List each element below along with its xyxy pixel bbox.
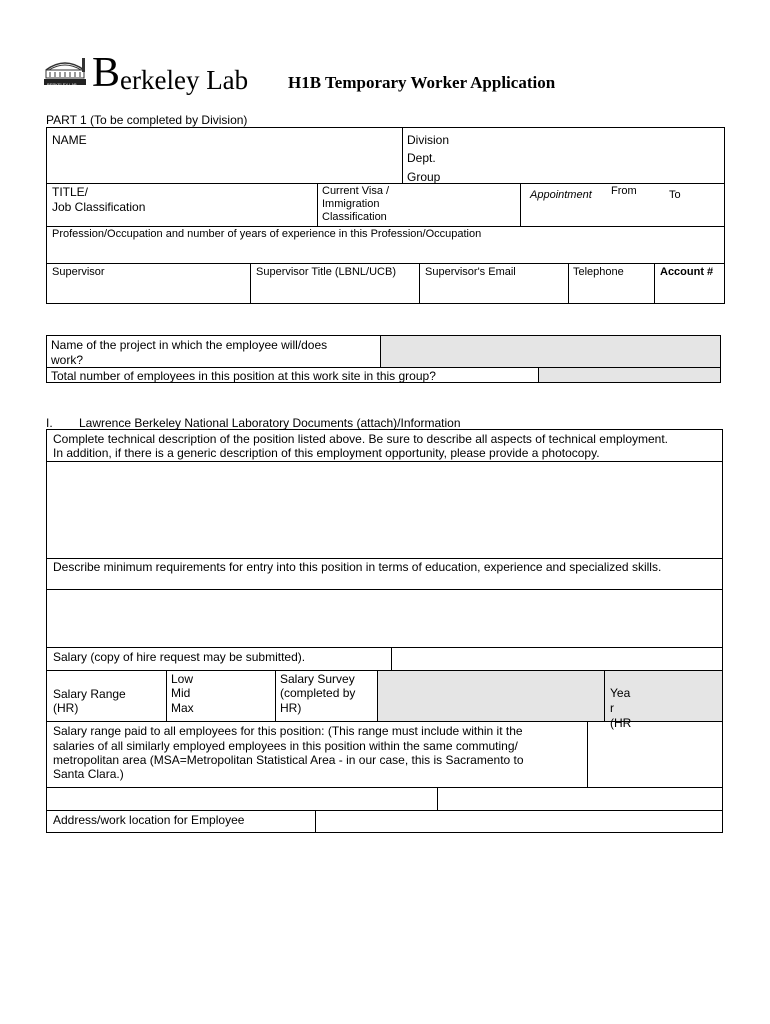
part1-col-divider (250, 263, 251, 304)
salary-paid-label-2: salaries of all similarly employed employees in this position within the same commuting/ (53, 739, 518, 753)
telephone-field[interactable] (570, 282, 652, 302)
logo-big-letter: B (92, 50, 121, 96)
part1-row-divider (46, 183, 725, 184)
part1-col-divider (568, 263, 569, 304)
name-field[interactable] (48, 150, 400, 180)
section1-row-divider (46, 558, 723, 559)
supervisor-email-field[interactable] (421, 282, 566, 302)
profession-field[interactable] (48, 243, 723, 262)
account-label: Account # (660, 266, 714, 278)
salary-copy-field[interactable] (393, 649, 721, 669)
visa-label-2: Immigration (322, 198, 380, 210)
job-classification-label: Job Classification (52, 200, 146, 214)
salary-survey-field[interactable] (380, 673, 602, 719)
year-label-2: r (610, 701, 614, 715)
salary-survey-label-3: HR) (280, 701, 302, 715)
division-label: Division (407, 133, 450, 147)
blank-row-col-divider (437, 787, 438, 810)
salary-range-hr-label: (HR) (53, 701, 79, 715)
blank-row-field-right[interactable] (439, 789, 721, 809)
tech-description-label: Complete technical description of the position listed above. Be sure to describe all aspects of technical employment. (53, 432, 668, 446)
to-label: To (669, 189, 681, 201)
tech-description-field[interactable] (48, 463, 721, 556)
project-name-label: Name of the project in which the employee will/does (51, 338, 328, 352)
supervisor-label: Supervisor (52, 266, 105, 278)
part1-row-divider (46, 263, 725, 264)
telephone-label: Telephone (573, 266, 624, 278)
salary-copy-label: Salary (copy of hire request may be submitted). (53, 650, 306, 664)
tech-description-label-2: In addition, if there is a generic description of this employment opportunity, please provide a photocopy. (53, 446, 600, 460)
year-label-3: (HR (610, 716, 632, 730)
salary-col-divider (391, 647, 392, 670)
group-label: Group (407, 170, 441, 184)
dept-field[interactable] (460, 148, 722, 164)
salary-range-col-divider (604, 670, 605, 721)
job-title-field[interactable] (160, 186, 315, 224)
salary-range-label: Salary Range (53, 687, 126, 701)
account-field[interactable] (656, 282, 723, 302)
address-col-divider (315, 810, 316, 833)
salary-mid-field[interactable] (200, 686, 273, 701)
appointment-from-field[interactable] (600, 202, 658, 224)
part1-row-divider (46, 226, 725, 227)
employees-count-field[interactable] (540, 368, 719, 382)
salary-survey-label: Salary Survey (280, 672, 355, 686)
employees-count-label: Total number of employees in this position at this work site in this group? (51, 369, 436, 383)
section1-row-divider (46, 589, 723, 590)
profession-label: Profession/Occupation and number of years of experience in this Profession/Occupation (52, 228, 482, 240)
salary-range-col-divider (275, 670, 276, 721)
logo-wordmark: erkeley Lab (120, 65, 249, 95)
project-name-label-2: work? (51, 353, 84, 367)
supervisor-field[interactable] (48, 282, 248, 302)
visa-label: Current Visa / (322, 185, 390, 197)
section1-row-divider (46, 787, 723, 788)
salary-paid-label-4: Santa Clara.) (53, 767, 124, 781)
salary-range-col-divider (377, 670, 378, 721)
lab-logo (42, 54, 94, 94)
salary-low-field[interactable] (200, 671, 273, 686)
salary-paid-field[interactable] (589, 723, 721, 785)
salary-paid-col-divider (587, 721, 588, 787)
salary-paid-label-3: metropolitan area (MSA=Metropolitan Statistical Area - in our case, this is Sacramento to (53, 753, 524, 767)
from-label: From (611, 185, 637, 197)
division-field[interactable] (460, 130, 722, 146)
name-label: NAME (52, 133, 87, 147)
appointment-label: Appointment (530, 189, 592, 201)
supervisor-title-field[interactable] (252, 282, 417, 302)
salary-max-field[interactable] (200, 701, 273, 716)
section1-row-divider (46, 461, 723, 462)
part1-heading: PART 1 (To be completed by Division) (46, 113, 248, 127)
visa-field[interactable] (400, 186, 518, 224)
title-label: TITLE/ (52, 185, 89, 199)
part1-col-divider (654, 263, 655, 304)
supervisor-title-label: Supervisor Title (LBNL/UCB) (256, 266, 396, 278)
low-label: Low (171, 672, 194, 686)
part1-col-divider (317, 183, 318, 226)
section1-row-divider (46, 810, 723, 811)
part1-col-divider (419, 263, 420, 304)
dept-label: Dept. (407, 151, 436, 165)
project-name-field[interactable] (382, 338, 718, 365)
min-requirements-field[interactable] (48, 591, 721, 645)
appointment-to-field[interactable] (660, 202, 722, 224)
section1-row-divider (46, 647, 723, 648)
page-title: H1B Temporary Worker Application (288, 73, 556, 92)
supervisor-email-label: Supervisor's Email (425, 266, 516, 278)
address-label: Address/work location for Employee (53, 813, 245, 827)
part1-col-divider (520, 183, 521, 226)
mid-label: Mid (171, 686, 191, 700)
logo-caption: BERKELEY LAB (47, 82, 77, 87)
year-field[interactable] (640, 673, 720, 719)
address-field[interactable] (317, 812, 721, 832)
salary-range-col-divider (166, 670, 167, 721)
group-field[interactable] (460, 166, 722, 182)
max-label: Max (171, 701, 194, 715)
year-label: Yea (610, 686, 631, 700)
salary-survey-label-2: (completed by (280, 686, 356, 700)
part1-col-divider (402, 127, 403, 183)
salary-paid-label: Salary range paid to all employees for this position: (This range must include within it the (53, 724, 523, 738)
year-label-clip (609, 671, 639, 730)
min-requirements-label: Describe minimum requirements for entry into this position in terms of education, experience and specialized skills. (53, 560, 662, 574)
visa-label-3: Classification (322, 211, 387, 223)
blank-row-field-left[interactable] (48, 789, 435, 809)
section-number: I. (46, 416, 53, 430)
section-heading: Lawrence Berkeley National Laboratory Documents (attach)/Information (79, 416, 461, 430)
